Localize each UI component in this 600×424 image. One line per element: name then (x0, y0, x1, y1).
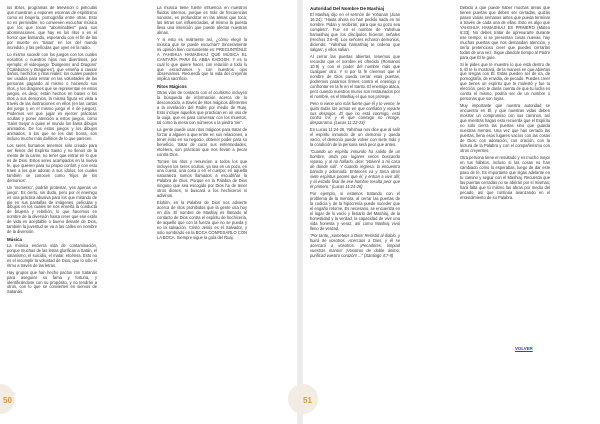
scripture-quote: “Por tanto, ¡someteos a Dios! Resistid al diablo, y huirá de vosotros. Acercaos a Dios, y él se acercará a vosotros. ¡Pecadores, limpiad vuestras manos! ¡Vosotros de doble ánimo, purificad vuestro corazón! ...” (Santiago 4:7-8) (310, 232, 400, 258)
paragraph: Tomen los ritos y renuncien a todos los que incluyen los seres ocultos, ya sea en un pozo, en una cueva, una cosa o en el cuerpo; en aquella naturaleza somos llamados a escudriñar la Palabra de Dios. Porque en la Palabra de Dios ninguno que sea escogido por Dios ha de tener otros dioses, ni buscará a los hechiceros ni adivinos. (157, 158, 247, 199)
volver-link[interactable]: VOLVER (515, 346, 533, 351)
right-page (303, 0, 600, 424)
right-page-column-2 (460, 6, 550, 382)
scripture-quote: “Cuando un espíritu inmundo ha salido de un hombre, anda por lugares secos buscando reposo, y al no hallarlo, dice: ‘Volveré a mi casa de donde salí’. Y cuando regresa, la encuentra barrida y adornada. Entonces va y toma otros siete espíritus peores que él, y entran a vivir allí; y el estado final de ese hombre resulta peor que el primero.” (Lucas 11:24-26) (310, 149, 400, 190)
left-page-column-2 (157, 6, 247, 382)
left-page (0, 0, 297, 424)
paragraph: Debido a que puede haber muchas áreas que tienen puertas que deben ser cerradas, quizás pasen varias semanas antes que pueda terminar a través de cada una de ellas. Esto es algo que YAHSHUA HAMASHIAJ ES PRIMERO (Mateo 6:33). No debes tratar de apresurarte durante ese tiempo; si se presentan cosas nuevas, hay muchas puertas que nos demandan atención, y sería pretencioso creer que puedes cerrarlas todas de una vez. Sigue dándole tiempo al Padre para que Él te guíe. (460, 6, 550, 60)
paragraph: Si le pides que te muestre lo que está dentro de ti, Él te lo mostrará, de la manera en que abiertas que tengas con Él. Estas pueden ser de ira, de pornografía, de envidia, de pecado. Puedes creer que tienes un espíritu que te molestó y fue tu elección, pero te darás cuenta de que tu lucha es contra el mismo, podría ser de un nombre o personas que son tuyas. (460, 61, 550, 102)
page-number-text: 51 (303, 396, 312, 405)
paragraph: El Mashiaj dijo en el sermón de Yohanan (Juan 16:24): “Hasta ahora no han pedido nada en mi nombre. Pidan y recibirán, para que su gozo sea completo”. Fue en el nombre de Yahshua hamashiaj que los discípulos hicieron señales (Hechos 3:6–8). Los señores echaron demonios, diciendo: ‘Yahshua hamashiaj te ordena que salgas’, y ellos salían. (310, 12, 400, 52)
right-page-column-1 (310, 6, 400, 382)
paragraph: La música encierra vida de contaminación, porque muchas de las letras glorifican a Satán, el satanismo, el suicidio, el matar, etcétera. Esto no es el incumplir la voluntad de Dios, que lo sólo el ritmo a través de las letras. (7, 242, 97, 268)
page-number-left (0, 384, 30, 414)
page-number-right (303, 384, 333, 414)
section-title: Autoridad Del Nombre De Mashiaj (310, 6, 385, 11)
paragraph: Otras vías de contacto con el ocultismo incluyen la búsqueda de información acerca de lo desconocido, a través de ritos mágicos diferentes a la revelación del Padre por medio de Ruaj. Esto incluye aquellos que practican en un uso de la ouija, que es para conversar con los muertos, tal como la mesa con números o la piedra ‘ser’. (157, 89, 247, 125)
scripture-quote: Pero si viene uno más fuerte que él y lo vence, le quita todas las armas en que confiaba y reparte sus despojos. El que no está conmigo, está contra mí; y el que conmigo no recoge, desparrama. (Lucas 11:22-23) (310, 100, 400, 126)
paragraph: Elohim, en la Palabra de Dios nos advierte acerca de ritos prohibidos que la gente usa hoy en día. El nombre de Mashiaj es llamado al contacto de Dios contra el espíritu de hechicería, de aquello que con la fuerza que no se pueda y no la salvación. Cristo Jesús es el Salvador, y solo nombrado en la BOCA CONFESARLO CON LA BOCA. Siempre sigue la guía del Ruaj. (157, 200, 247, 240)
paragraph: La gente puede usar ritos mágicos para tratar de forzar a alguien a que entre en sus relaciones, a tener éxito en su negocio, obtener poder para su beneficio, tratar de curar sus enfermedades, etcétera, son prácticas que nos llevan a pecar contra Dios. (157, 126, 247, 157)
paragraph: En Lucas 11:24-26, Yahshua nos dice que al salir el espíritu inmundo de un demonio y queda vacío, el demonio puede volver con siete más y la condición de la persona será peor que antes. (310, 127, 400, 148)
paragraph: Al cerrar las puertas abiertas, tenemos que recordar que el nombre es ofrecido (Romanos 10:9) y con el poder del nombre más que cualquier otro. Y si por la fe creemos que el nombre de Dios pueda cerrar esas puertas, podremos pararnos firmes contra el enemigo y confrontar en la fe en el Santo. El enemigo ataca, pero cuando nuestros muros son restaurados por el nombre, es el Mashiaj el que nos protege. (310, 53, 400, 99)
paragraph: Muy importante que nuestra autoridad se encuentra en Él, y que nuestras vidas deben mostrar un compromiso con sus caminos, así que mientras hagas esto recuerda que el Espíritu no solo cierra las puertas sino que guarda nuestras mentes. Una vez que has cerrado las puertas, llena esos lugares vacíos con las cosas de Dios: con adoración, con oración, con la lectura de la Palabra y con el compañerismo con otros creyentes. (460, 103, 550, 153)
section-heading-ritos-magicos: Ritos Mágicos (157, 84, 187, 90)
paragraph: Hay grupos que han hecho pactos con Satanás para asegurar su fama y fortuna, y identificándose con su propósito, y no tendrán a otros, con lo que se convierten en siervos de Satanás. (7, 269, 97, 295)
paragraph: Lo mismo sucede con los juegos con los cuales nosotros o nuestros hijos nos divertimos, por ejemplo: el videojuego ‘Dungeons and Dragons’ (‘Calabozos y Dragones’), que enseña a causar daños, hechizos y ritos reales; los cuales pueden ser usados para entrar en las voluntades de las personas pagando al mismo o haciendo sus ritos, y los dragones que se representan en estos juegos, es decir, están hechos en bases o los ritos a sus demonios, la misma figura es vista a través de las ilustraciones en ellos (en las cartas del juego y en el mismo juego el ir de juegos). Podemos ver que jugar es ejercer prácticas ocultas y poner atención a estos juegos, como ‘Saint Seiya’ a quien el mundo los llama dibujos animados. De los estos juegos y los dibujos animados, a los que se les dan honra, son incluso mucho más dañinos de lo que parecen. (7, 51, 97, 141)
paragraph: La música tiene fuerte influencia en nuestros fluidos internos, porque es más de frecuencias sonoras, es profundizar en las almas que toca; las letras son influenciadas, al mismo la puesta lleva una intención que puede afectar nuestras almas. (157, 6, 247, 35)
paragraph: Un ‘momento’, podrán protestar, ‘yes apenas un juego’. Es cierto, sin duda, pero por el enemigo es una práctica abusiva para los que mirando de pie en sus pantallas de imágenes, películas y dibujos en los cuales se nos enseña la conducta de brujería y rebelión, lo que hacemos en nombre de la diversión hasta creer que ese estilo de vida es aceptable o bueno delante de Dios, también la juventud se va a las calles en nombre de la diversión. (7, 184, 97, 235)
paragraph: Los seres humanos tenemos sólo creado para ser llenos del Espíritu Santo y no llenos de la mente de la carne, no tener que entrar en lo que es de Dios. Estos seres acampados en la nueva fe, que quieren para su propio confort y con esto traen a los que adoran a sus ídolos, los cuales también se conocen como ‘hijos de los demonios’. (7, 142, 97, 183)
paragraph: los libros, programas de televisión o películas que muestran o exponen escenas de espiritismo como es brujería, pornografía entre otras. Esto no es permisible, no convienen escuchar música que los que tocan “abominables” para sus abominaciones, que hay en los ritos o en el horror que llamando, esperando con el fin de las por muerte en ‘Satan’ en los del mundo incredulo, y las películas que oyes en la radio. (7, 6, 97, 50)
paragraph: Por ejemplo, si estamos tratando con el problema de la mentira, al cerrar las puertas de la codicia y de la hipocresía puede suceder que el engaño retorne. Es necesario, se encuentra en el lugar de lo vacío y llenarlo del Mashiaj, de la honestidad y la verdad, la capacidad de vivir una vida honesta y veraz, así como Mashiaj vivió lleno de verdad. (310, 191, 400, 231)
left-page-column-1 (7, 6, 97, 382)
paragraph: Otra persona tiene el resultado y es mucho mejor en tus hábitos, incluso si las cosas no han cambiado como lo esperabas, luego de dar este paso de fe. Es importante que sigas adelante en tu camino y seguir con el Mashiaj. Recuerda que las puertas cerradas no se abrirán por sí mismas; hará falta que tú mismo las abras por medio del pecado, así que continúa avanzando en el entendimiento de su Palabra. (460, 154, 550, 200)
paragraph: Y si esto es realmente así, ¿cómo elegir la música que se puede escuchar? Sinceramente mi opinión bien contundente es: PREGUNTÉNLE A YAHSHUA HAMASHIAJ QUÉ MÚSICA EL CANTARÍA PARA ÉL ABBA KADOSH. Y es lo cual lo que quiere hacer, con relación a todo lo que escuchamos y con nuestros ojos observamos. Recuerda que la vida del creyente implica sacrificio. (157, 36, 247, 82)
section-heading-musica: Música (7, 237, 22, 243)
page-number-text: 50 (3, 396, 12, 405)
